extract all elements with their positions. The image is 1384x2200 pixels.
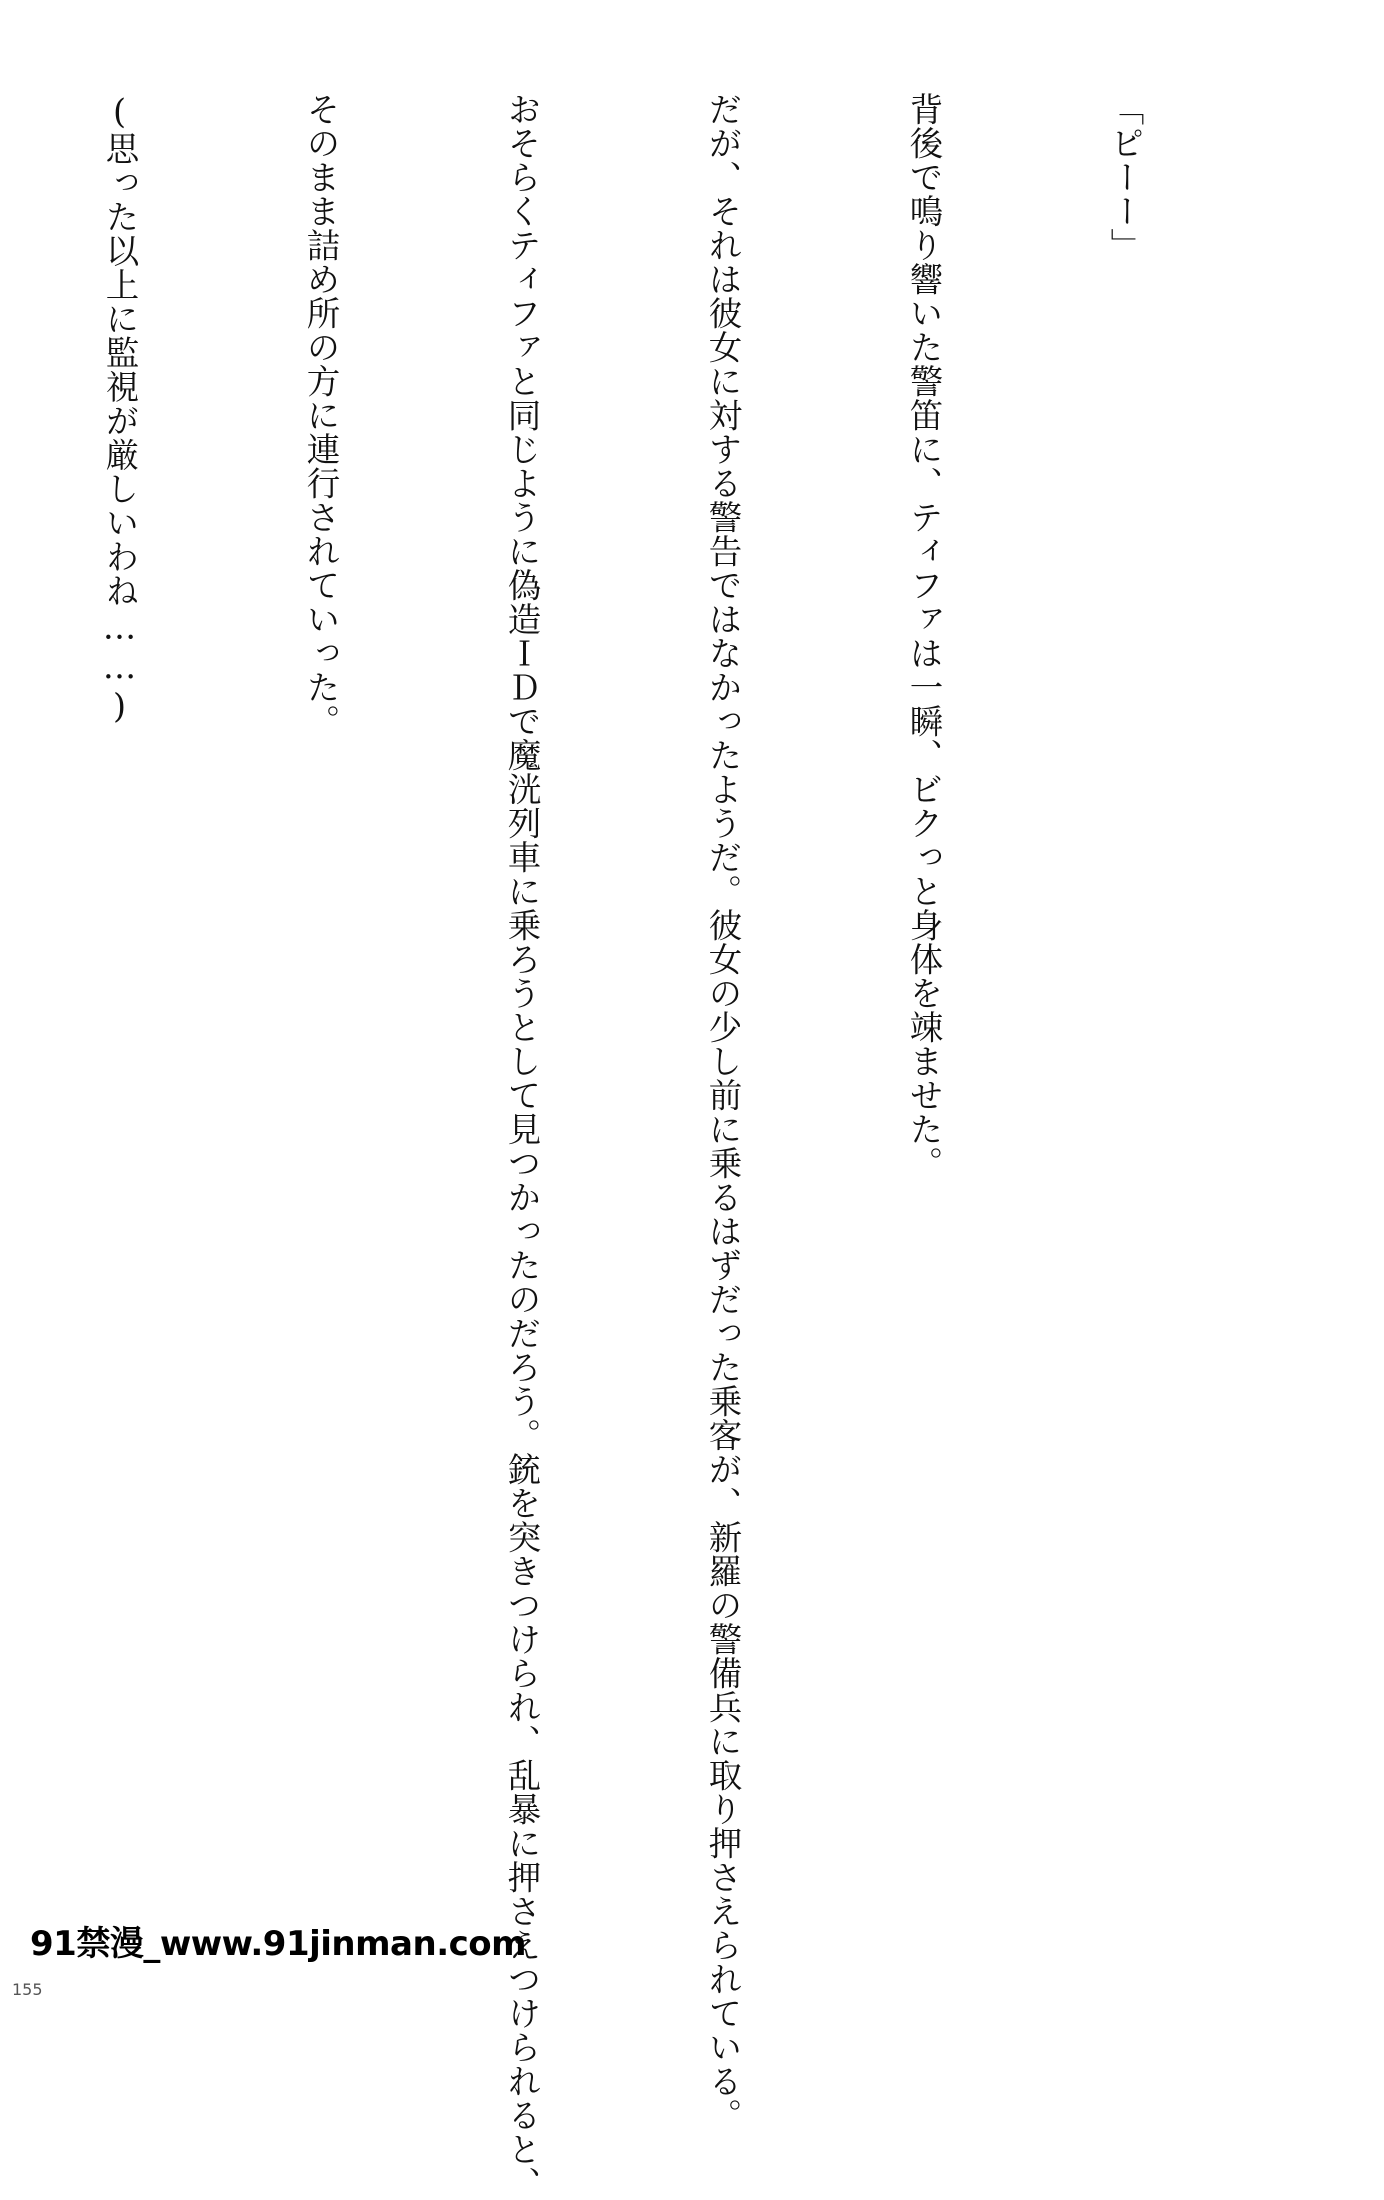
text-line: 背後で鳴り響いた警笛に、ティファは一瞬、ビクっと身体を竦ませた。 xyxy=(904,92,943,1180)
text-line: (思った以上に監視が厳しいわね……) xyxy=(100,92,139,726)
site-watermark: 91禁漫_www.91jinman.com xyxy=(30,1924,527,1964)
text-line: そのまま詰め所の方に連行されていった。 xyxy=(301,92,340,738)
text-line: だが、それは彼女に対する警告ではなかったようだ。彼女の少し前に乗るはずだった乗客が、新羅の警備兵に取り押さえられている。 xyxy=(703,92,742,2132)
page-number: 155 xyxy=(12,1980,43,1999)
text-line: おそらくティファと同じように偽造ＩＤで魔洸列車に乗ろうとして見つかったのだろう。銃を突きつけられ、乱暴に押さえつけられると、 xyxy=(502,92,541,2200)
text-line: 「ピーー」 xyxy=(1105,92,1144,262)
